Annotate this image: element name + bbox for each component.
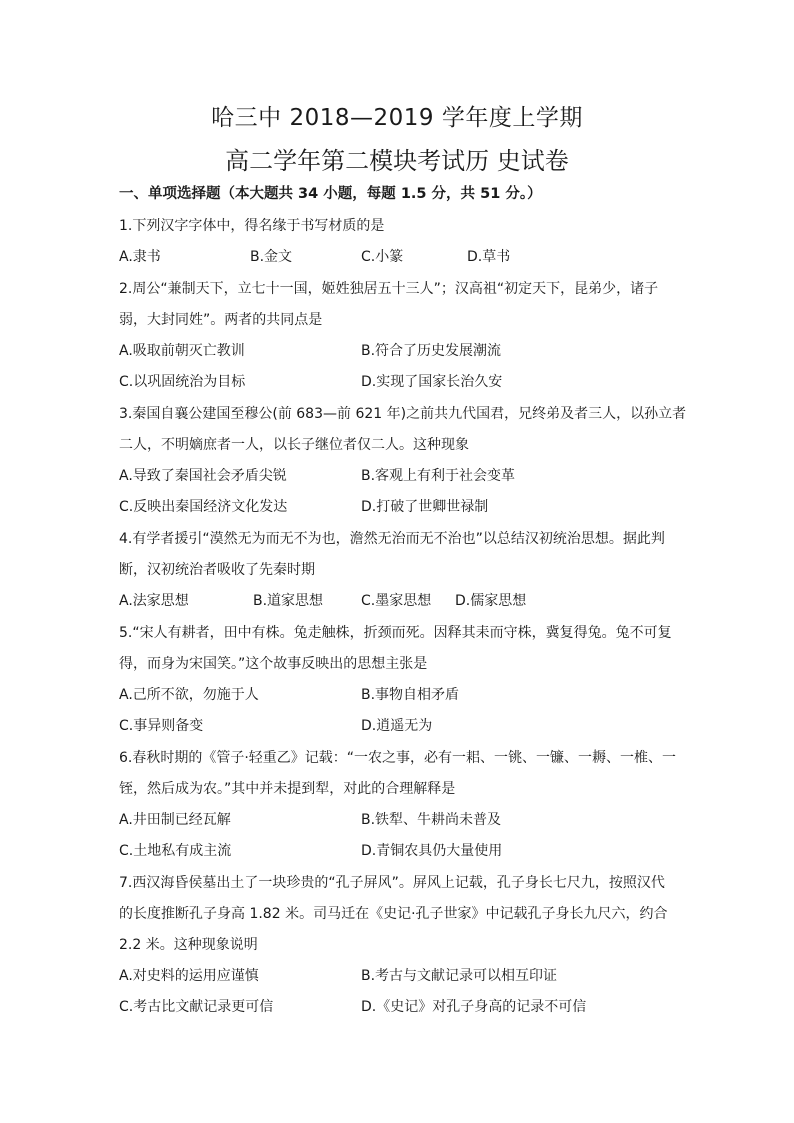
question-6-stem-line-2: 铚，然后成为农。”其中并未提到犁，对此的合理解释是 (119, 781, 456, 797)
question-7-stem-line-1: 7.西汉海昏侯墓出土了一块珍贵的“孔子屏风”。屏风上记载，孔子身长七尺九，按照汉代 (119, 875, 665, 891)
question-2-option-a: A.吸取前朝灭亡教训 (119, 343, 245, 359)
question-5-option-a: A.己所不欲，勿施于人 (119, 687, 259, 703)
question-4-stem-line-2: 断，汉初统治者吸收了先秦时期 (119, 562, 315, 578)
exam-subtitle: 高二学年第二模块考试历 史试卷 (225, 147, 569, 175)
question-7-option-d: D.《史记》对孔子身高的记录不可信 (361, 999, 587, 1015)
question-5-stem-line-2: 得，而身为宋国笑。”这个故事反映出的思想主张是 (119, 656, 428, 672)
question-3-option-c: C.反映出秦国经济文化发达 (119, 499, 288, 515)
question-2-stem-line-2: 弱，大封同姓”。两者的共同点是 (119, 312, 323, 328)
question-1-option-b: B.金文 (250, 249, 293, 265)
question-5-option-b: B.事物自相矛盾 (361, 687, 460, 703)
question-2-option-b: B.符合了历史发展潮流 (361, 343, 502, 359)
question-4-stem-line-1: 4.有学者援引“漠然无为而无不为也，澹然无治而无不治也”以总结汉初统治思想。据此判 (119, 531, 665, 547)
section-heading: 一、单项选择题（本大题共 34 小题，每题 1.5 分，共 51 分。） (119, 186, 542, 202)
question-6-option-c: C.土地私有成主流 (119, 843, 232, 859)
question-3-option-d: D.打破了世卿世禄制 (361, 499, 489, 515)
question-1-option-d: D.草书 (467, 249, 511, 265)
question-2-option-d: D.实现了国家长治久安 (361, 374, 503, 390)
question-7-stem-line-2: 的长度推断孔子身高 1.82 米。司马迁在《史记·孔子世家》中记载孔子身长九尺六，约合 (119, 906, 668, 922)
question-7-option-a: A.对史料的运用应谨慎 (119, 968, 259, 984)
question-4-option-d: D.儒家思想 (455, 593, 527, 609)
question-7-option-b: B.考古与文献记录可以相互印证 (361, 968, 558, 984)
question-6-option-a: A.井田制已经瓦解 (119, 812, 231, 828)
question-2-stem-line-1: 2.周公“兼制天下，立七十一国，姬姓独居五十三人”；汉高祖“初定天下，昆弟少，诸子 (119, 281, 659, 297)
question-3-option-b: B.客观上有利于社会变革 (361, 468, 516, 484)
question-7-stem-line-3: 2.2 米。这种现象说明 (119, 937, 258, 953)
question-6-option-d: D.青铜农具仍大量使用 (361, 843, 503, 859)
question-3-stem-line-1: 3.秦国自襄公建国至穆公(前 683—前 621 年)之前共九代国君，兄终弟及者三人，以孙立者 (119, 406, 687, 422)
question-7-option-c: C.考古比文献记录更可信 (119, 999, 274, 1015)
question-4-option-b: B.道家思想 (253, 593, 324, 609)
question-5-option-d: D.逍遥无为 (361, 718, 433, 734)
question-5-stem-line-1: 5.“宋人有耕者，田中有株。兔走触株，折颈而死。因释其耒而守株，冀复得兔。兔不可复 (119, 625, 672, 641)
question-3-stem-line-2: 二人，不明嫡庶者一人，以长子继位者仅二人。这种现象 (119, 437, 469, 453)
question-6-stem-line-1: 6.春秋时期的《管子·轻重乙》记载：“一农之事，必有一耜、一铫、一镰、一耨、一椎、一 (119, 750, 677, 766)
question-1-stem: 1.下列汉字字体中，得名缘于书写材质的是 (119, 218, 385, 234)
question-6-option-b: B.铁犁、牛耕尚未普及 (361, 812, 502, 828)
question-4-option-a: A.法家思想 (119, 593, 189, 609)
exam-title: 哈三中 2018—2019 学年度上学期 (211, 105, 583, 131)
question-2-option-c: C.以巩固统治为目标 (119, 374, 246, 390)
question-1-option-c: C.小篆 (361, 249, 404, 265)
question-5-option-c: C.事异则备变 (119, 718, 204, 734)
question-4-option-c: C.墨家思想 (361, 593, 432, 609)
question-1-option-a: A.隶书 (119, 249, 161, 265)
question-3-option-a: A.导致了秦国社会矛盾尖锐 (119, 468, 287, 484)
